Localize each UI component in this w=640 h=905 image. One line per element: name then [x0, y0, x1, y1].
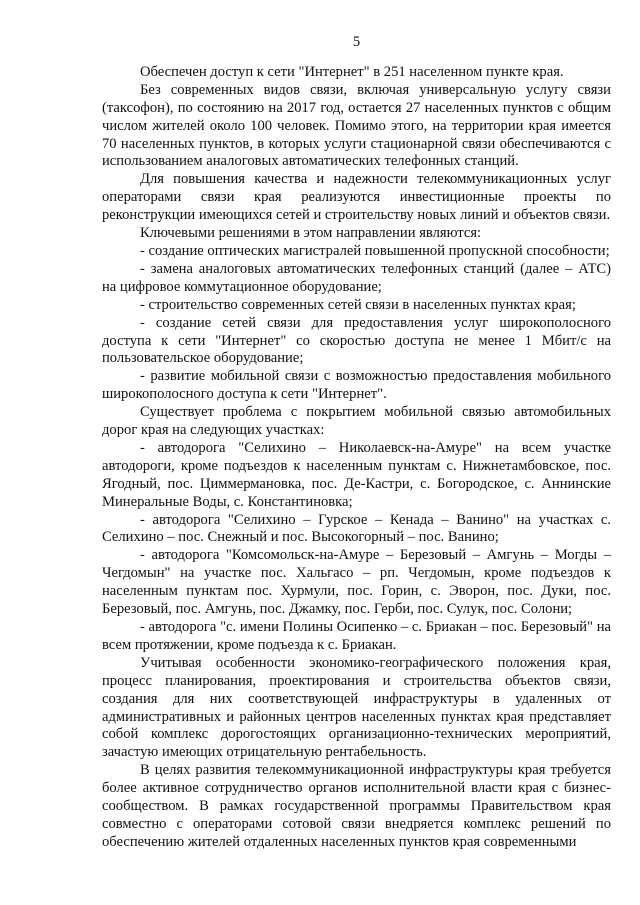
- paragraph-mobile-coverage-problem: Существует проблема с покрытием мобильной связью автомобильных дорог края на следующих участках:: [102, 404, 611, 439]
- body-text: [102, 64, 611, 852]
- list-item-road-selikhino-vanino: - автодорога "Селихино – Гурское – Кенада – Ванино" на участках с. Селихино – пос. Снежный и пос. Высокогорный – пос. Ванино;: [102, 511, 611, 546]
- paragraph-business-cooperation: В целях развития телекоммуникационной инфраструктуры края требуется более активное сотрудничество органов исполнительной власти края с бизнес-сообществом. В рамках государственной программы Правительством края совместно с операторами сотовой связи внедряется комплекс решений по обеспечению жителей отдаленных населенных пунктов края современными: [102, 762, 611, 850]
- page-number: 5: [352, 34, 361, 50]
- list-item-modern-networks: - строительство современных сетей связи в населенных пунктах края;: [140, 296, 576, 313]
- paragraph-investment-projects: Для повышения качества и надежности телекоммуникационных услуг операторами связи края реализуются инвестиционные проекты по реконструкции имеющихся сетей и строительству новых линий и объектов связи.: [102, 171, 611, 224]
- paragraph-internet-access: Обеспечен доступ к сети "Интернет" в 251 населенном пункте края.: [140, 63, 564, 80]
- paragraph-economic-geography: Учитывая особенности экономико-географического положения края, процесс планирования, проектирования и строительства объектов связи, создания для них соответствующей инфраструктуры в удаленных от административных и районных центров населенных пунктах края представляет собой комплекс дорогостоящих организационно-технических мероприятий, зачастую имеющих отрицательную рентабельность.: [102, 654, 611, 761]
- list-item-broadband-networks: - создание сетей связи для предоставления услуг широкополосного доступа к сети "Интернет" со скоростью доступа не менее 1 Мбит/с на пользовательское оборудование;: [102, 314, 611, 367]
- paragraph-no-modern-communication: Без современных видов связи, включая универсальную услугу связи (таксофон), по состоянию на 2017 год, остается 27 населенных пунктов с общим числом жителей около 100 человек. Помимо этого, на территории края имеется 70 населенных пунктов, в которых услуги стационарной связи обеспечиваются с использованием аналоговых автоматических телефонных станций.: [102, 81, 611, 170]
- list-item-road-osipenko-berezovy: - автодорога "с. имени Полины Осипенко – с. Бриакан – пос. Березовый" на всем протяжении, кроме подъезда к с. Бриакан.: [102, 619, 611, 653]
- list-item-road-selikhino-nikolaevsk: - автодорога "Селихино – Николаевск-на-Амуре" на всем участке автодороги, кроме подъездов к населенным пунктам с. Нижнетамбовское, пос. Ягодный, пос. Циммермановка, пос. Де-Кастри, с. Богородское, с. Аннинские Минеральные Воды, с. Константиновка;: [102, 439, 611, 510]
- list-item-ats-replacement: - замена аналоговых автоматических телефонных станций (далее – АТС) на цифровое коммутационное оборудование;: [102, 260, 611, 295]
- paragraph-key-solutions-intro: Ключевыми решениями в этом направлении являются:: [140, 225, 482, 242]
- list-item-road-komsomolsk-chegdomyn: - автодорога "Комсомольск-на-Амуре – Березовый – Амгунь – Могды – Чегдомын" на участке пос. Хальгасо – рп. Чегдомын, кроме подъездов к населенным пунктам пос. Хурмули, пос. Горин, с. Эворон, пос. Дуки, пос. Березовый, пос. Амгунь, пос. Джамку, пос. Герби, пос. Сулук, пос. Солони;: [102, 547, 611, 618]
- list-item-mobile-development: - развитие мобильной связи с возможностью предоставления мобильного широкополосного доступа к сети "Интернет".: [102, 368, 611, 403]
- list-item-optical-trunks: - создание оптических магистралей повышенной пропускной способности;: [140, 242, 610, 259]
